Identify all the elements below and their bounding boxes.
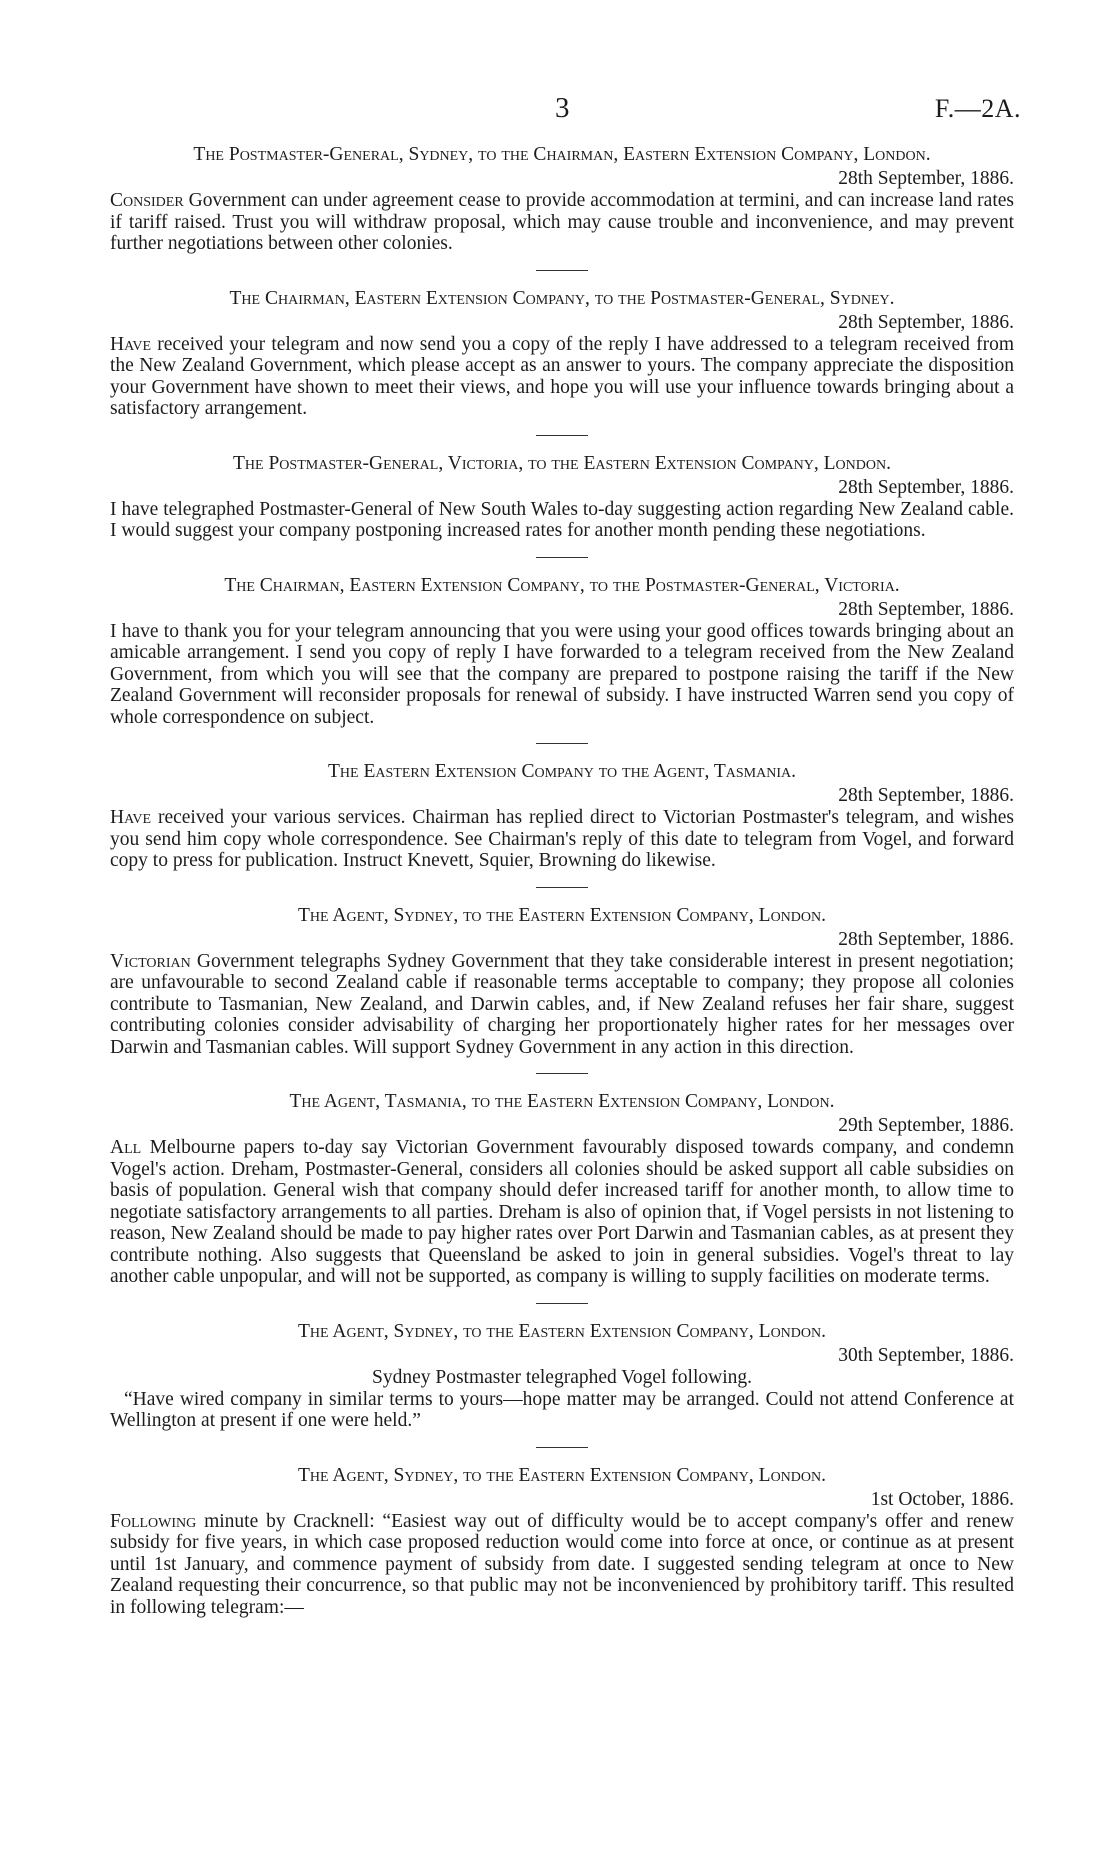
telegram-date: 28th September, 1886. [838, 476, 1014, 498]
telegram-heading: The Agent, Sydney, to the Eastern Extension Company, London. [298, 904, 826, 926]
telegram-4 [110, 574, 1014, 729]
telegram-date: 28th September, 1886. [838, 928, 1014, 950]
telegram-body: I have to thank you for your telegram announcing that you were using your good offices towards bringing about an amicable arrangement. I send you copy of reply I have forwarded to a telegram received from the New Zealand Government, from which you will see that the company are prepared to postpone raising the tariff if the New Zealand Government will reconsider proposals for renewal of subsidy. I have instructed Warren send you copy of whole correspondence on subject. [110, 620, 1014, 728]
telegram-heading: The Chairman, Eastern Extension Company, to the Postmaster-General, Victoria. [224, 574, 900, 596]
telegram-text [110, 807, 1014, 872]
separator-rule [536, 557, 588, 558]
telegram-heading: The Chairman, Eastern Extension Company, to the Postmaster-General, Sydney. [229, 287, 895, 309]
telegram-heading: The Eastern Extension Company to the Agent, Tasmania. [328, 761, 796, 782]
telegram-body: received your telegram and now send you a copy of the reply I have addressed to a telegram received from the New Zealand Government, which please accept as an answer to yours. The company appreciate the disposition your Government have shown to meet their views, and hope you will use your influence towards bringing about a satisfactory arrangement. [110, 333, 1014, 419]
lead-word: Following [110, 1510, 197, 1532]
separator-rule [536, 887, 588, 888]
telegram-body: minute by Cracknell: “Easiest way out of difficulty would be to accept company's offer and renew subsidy for five years, in which case proposed reduction would come into force at once, or continue as at present until 1st January, and commence payment of subsidy from date. I suggested sending telegram at once to New Zealand requesting their concurrence, so that public may not be inconvenienced by prohibitory tariff. This resulted in following telegram:— [110, 1510, 1014, 1618]
telegram-heading: The Agent, Tasmania, to the Eastern Extension Company, London. [289, 1091, 835, 1112]
telegram-date: 28th September, 1886. [838, 598, 1014, 620]
telegram-date: 30th September, 1886. [838, 1344, 1014, 1366]
telegram-date: 28th September, 1886. [838, 168, 1014, 189]
telegram-body: Government can under agreement cease to provide accommodation at termini, and can increase land rates if tariff raised. Trust you will withdraw proposal, which may cause trouble and inconvenience, and may prevent further negotiations between other colonies. [110, 190, 1014, 254]
lead-word: Consider [110, 190, 184, 211]
separator-rule [536, 743, 588, 744]
telegram-date: 1st October, 1886. [870, 1488, 1014, 1510]
telegram-text [110, 621, 1014, 729]
telegram-date: 29th September, 1886. [838, 1115, 1014, 1136]
separator-rule [536, 1073, 588, 1074]
telegram-heading: The Agent, Sydney, to the Eastern Extension Company, London. [298, 1320, 826, 1342]
page-header [0, 92, 1114, 126]
telegram-text [110, 190, 1014, 255]
telegram-text [110, 1511, 1014, 1619]
telegram-text [110, 499, 1014, 542]
lead-word: Have [110, 333, 152, 355]
separator-rule [536, 270, 588, 271]
telegram-8 [110, 1320, 1014, 1432]
telegram-7 [110, 1090, 1014, 1288]
lead-word: All [110, 1137, 142, 1158]
telegram-6 [110, 904, 1014, 1059]
document-reference: F.—2A. [934, 94, 1021, 123]
correspondence-body [110, 143, 1014, 1618]
lead-word: Have [110, 807, 152, 828]
page-number: 3 [555, 92, 570, 124]
telegram-body: received your various services. Chairman has replied direct to Victorian Postmaster's telegram, and wishes you send him copy whole correspondence. See Chairman's reply of this date to telegram from Vogel, and forward copy to press for publication. Instruct Knevett, Squier, Browning do likewise. [110, 807, 1014, 871]
lead-word: Victorian [110, 950, 191, 972]
telegram-body: Government telegraphs Sydney Government that they take considerable interest in present negotiation; are unfavourable to second Zealand cable if reasonable terms acceptable to company; they propose all colonies contribute to Tasmanian, New Zealand, and Darwin cables, and, if New Zealand refuses her fair share, suggest contributing colonies consider advisability of charging her proportionately higher rates for her messages over Darwin and Tasmanian cables. Will support Sydney Government in any action in this direction. [110, 950, 1014, 1058]
telegram-quote: “Have wired company in similar terms to yours—hope matter may be arranged. Could not attend Conference at Wellington at present if one were held.” [110, 1388, 1014, 1431]
telegram-1 [110, 143, 1014, 255]
telegram-9 [110, 1464, 1014, 1619]
telegram-heading: The Agent, Sydney, to the Eastern Extension Company, London. [298, 1464, 826, 1486]
telegram-subline: Sydney Postmaster telegraphed Vogel following. [371, 1366, 753, 1388]
telegram-date: 28th September, 1886. [838, 311, 1014, 333]
telegram-2 [110, 287, 1014, 420]
telegram-date: 28th September, 1886. [838, 785, 1014, 806]
telegram-heading: The Postmaster-General, Sydney, to the Chairman, Eastern Extension Company, London. [193, 144, 931, 165]
telegram-text [110, 334, 1014, 420]
separator-rule [536, 1447, 588, 1448]
telegram-3 [110, 452, 1014, 542]
telegram-text [110, 951, 1014, 1059]
telegram-text [110, 1137, 1014, 1288]
telegram-5 [110, 760, 1014, 872]
telegram-heading: The Postmaster-General, Victoria, to the Eastern Extension Company, London. [233, 452, 891, 474]
separator-rule [536, 1303, 588, 1304]
separator-rule [536, 435, 588, 436]
telegram-body: Melbourne papers to-day say Victorian Government favourably disposed towards company, and condemn Vogel's action. Dreham, Postmaster-General, considers all colonies should be asked support all cable subsidies on basis of population. General wish that company should defer increased tariff for another month, to allow time to negotiate satisfactory arrangements to all parties. Dreham is also of opinion that, if Vogel persists in not listening to reason, New Zealand should be made to pay higher rates over Port Darwin and Tasmanian cables, as at present they contribute nothing. Also suggests that Queensland be asked to join in general subsidies. Vogel's threat to lay another cable unpopular, and will not be supported, as company is willing to supply facilities on moderate terms. [110, 1137, 1014, 1287]
telegram-body: I have telegraphed Postmaster-General of New South Wales to-day suggesting action regarding New Zealand cable. I would suggest your company postponing increased rates for another month pending these negotiations. [110, 498, 1014, 541]
